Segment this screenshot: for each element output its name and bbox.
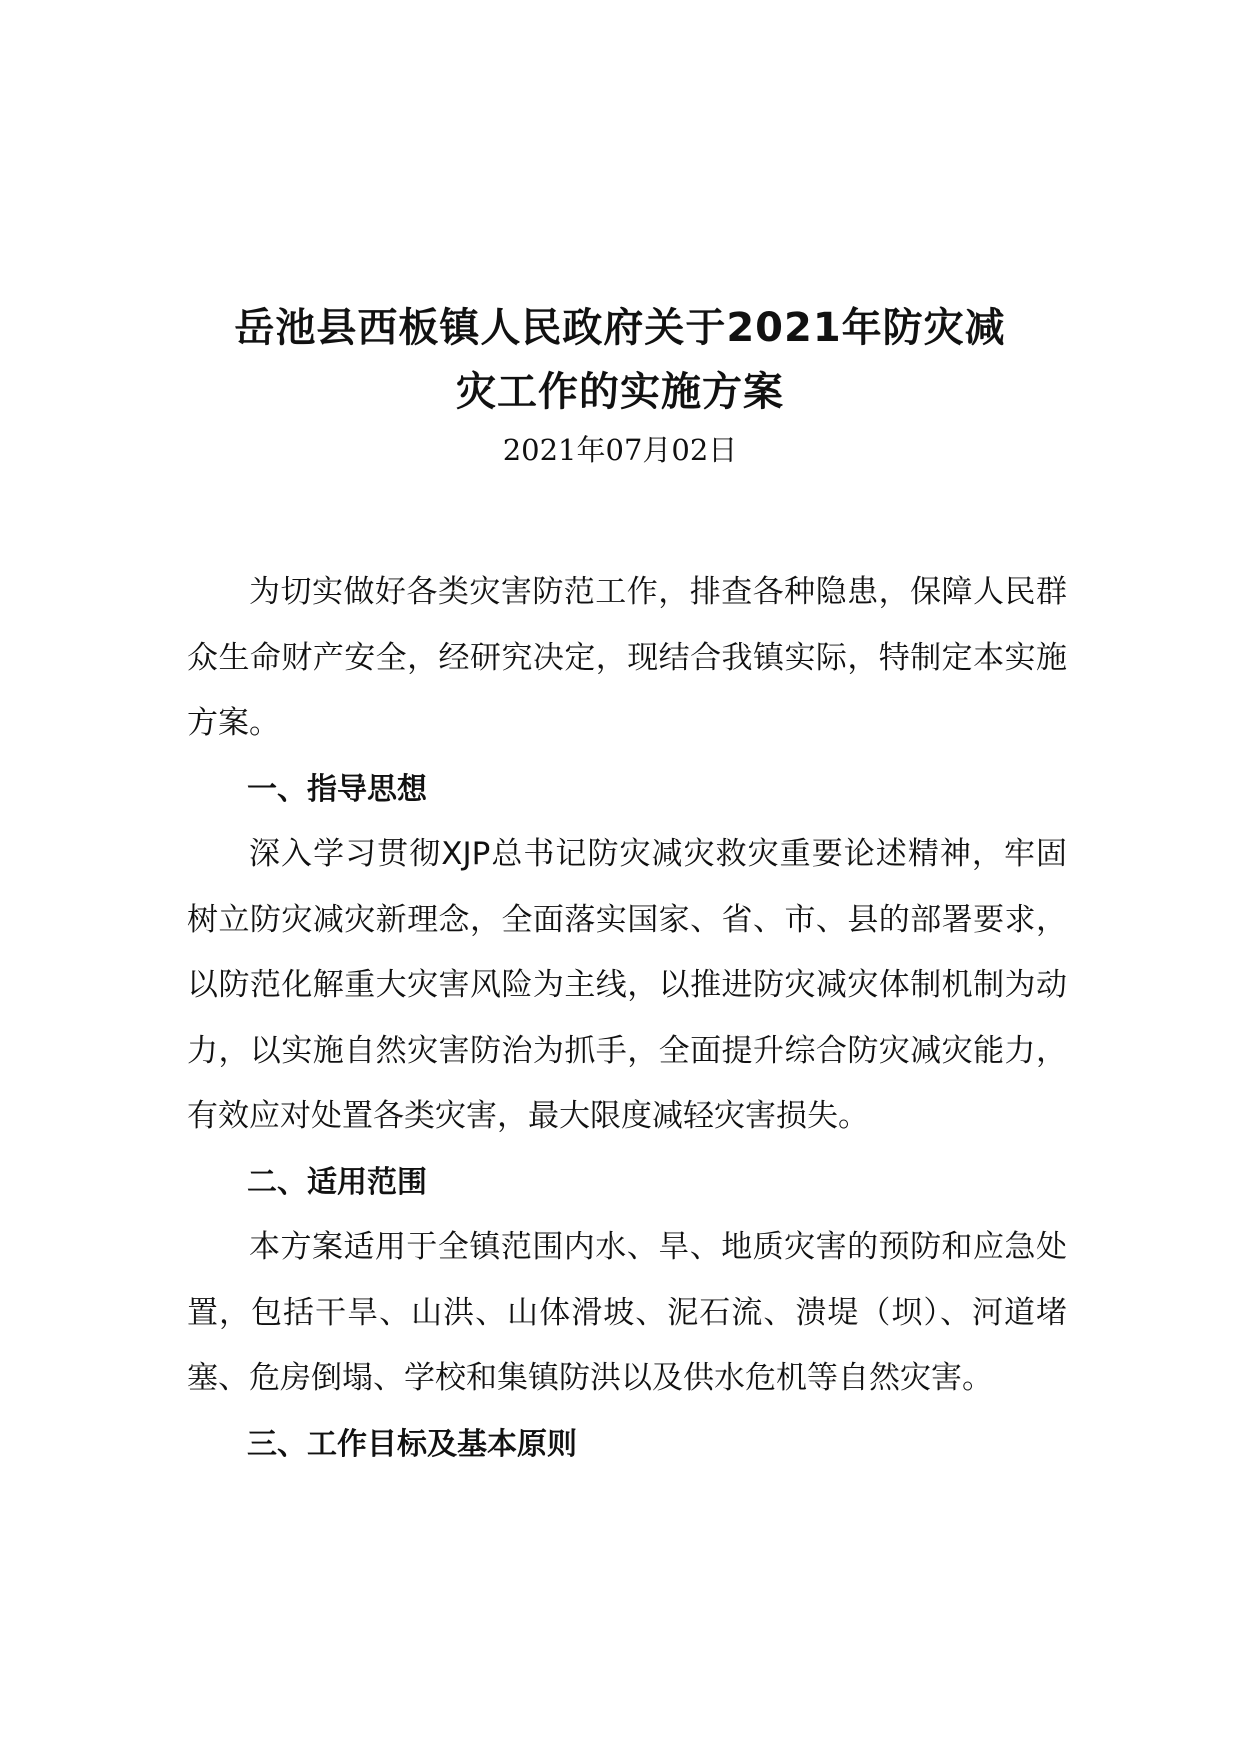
title-line-2: 灾工作的实施方案: [456, 369, 784, 415]
section-heading-2: 二、适用范围: [247, 1164, 427, 1200]
paragraph-guiding-thought: 深入学习贯彻XJP总书记防灾减灾救灾重要论述精神，牢固树立防灾减灾新理念，全面落实国家、省、市、县的部署要求，以防范化解重大灾害风险为主线，以推进防灾减灾体制机制为动力，以实施自然灾害防治为抓手，全面提升综合防灾减灾能力，有效应对处置各类灾害，最大限度减轻灾害损失。: [187, 836, 1067, 1134]
section-heading-1: 一、指导思想: [247, 771, 427, 807]
paragraph-scope: 本方案适用于全镇范围内水、旱、地质灾害的预防和应急处置，包括干旱、山洪、山体滑坡、泥石流、溃堤（坝）、河道堵塞、危房倒塌、学校和集镇防洪以及供水危机等自然灾害。: [187, 1229, 1067, 1396]
section-heading-3: 三、工作目标及基本原则: [247, 1426, 577, 1462]
document-date: 2021年07月02日: [502, 433, 738, 467]
paragraph-intro: 为切实做好各类灾害防范工作，排查各种隐患，保障人民群众生命财产安全，经研究决定，现结合我镇实际，特制定本实施方案。: [187, 574, 1067, 741]
document-title: [160, 296, 1080, 424]
title-line-1: 岳池县西板镇人民政府关于2021年防灾减: [234, 305, 1006, 351]
document-body: [187, 560, 1067, 1477]
